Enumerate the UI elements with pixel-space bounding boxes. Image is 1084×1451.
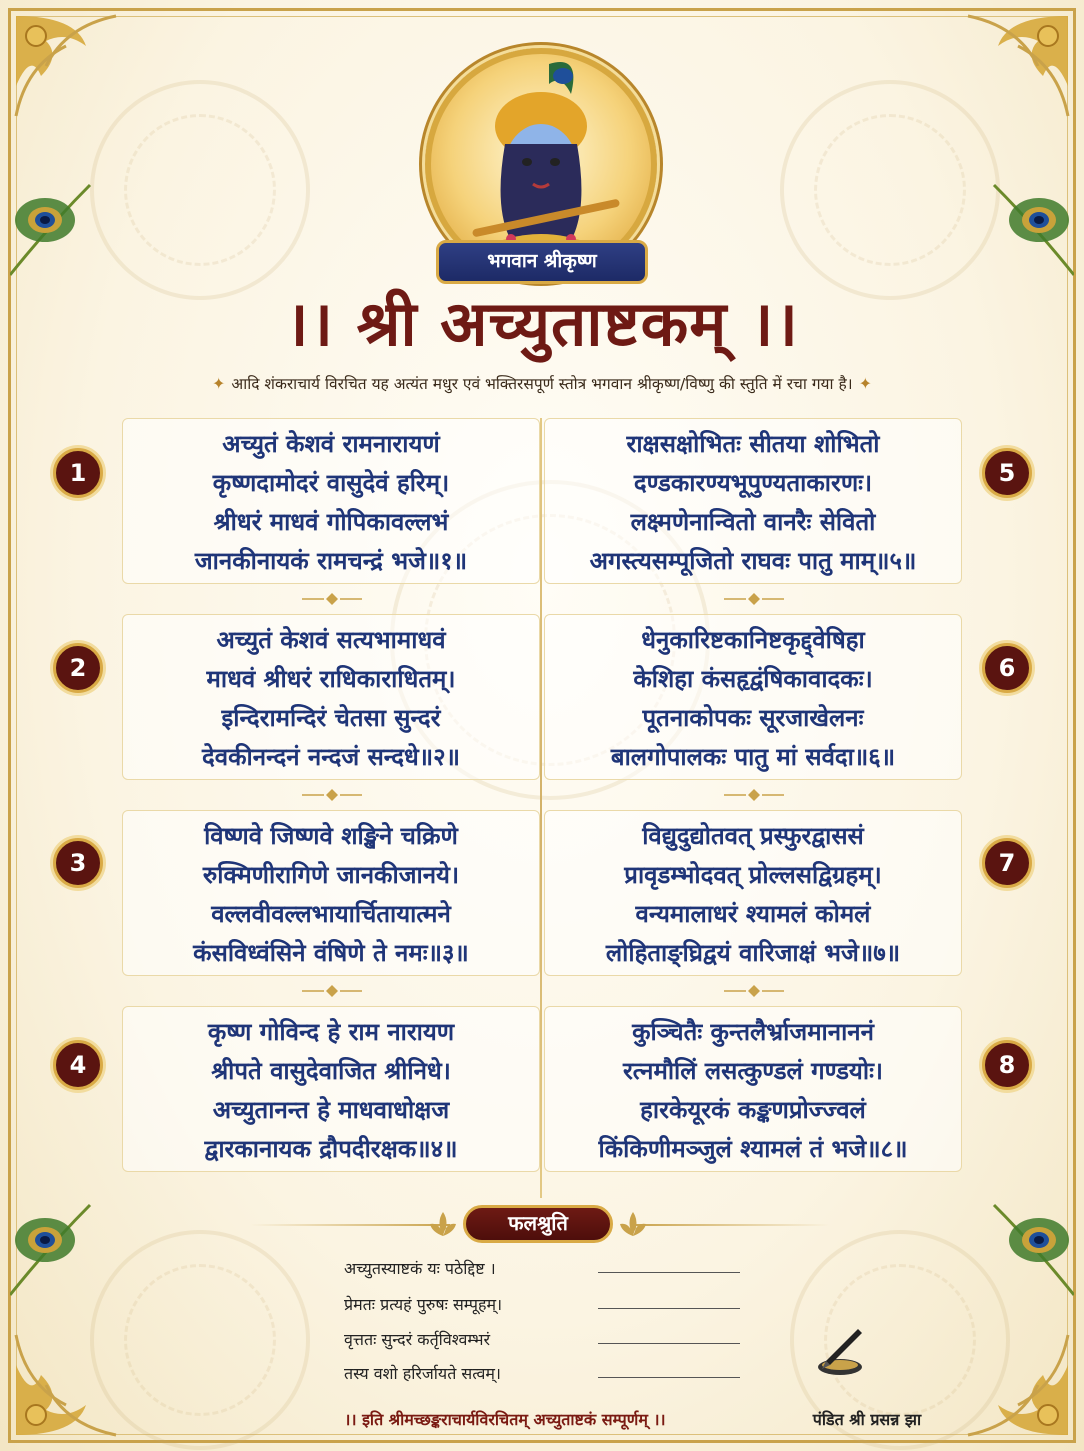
verse-line: केशिहा कंसहृद्वंषिकावादकः।	[633, 665, 873, 693]
verse-line: वन्यमालाधरं श्यामलं कोमलं	[635, 900, 871, 928]
verse-line: विद्युदुद्योतवत् प्रस्फुरद्वाससं	[642, 822, 864, 850]
peacock-feather-icon	[984, 165, 1074, 285]
verse-line: रुक्मिणीरागिणे जानकीजानये।	[202, 861, 460, 889]
peacock-feather-icon	[10, 1185, 100, 1305]
phalashruti-badge: फलश्रुति	[463, 1205, 613, 1243]
verse-line: इन्दिरामन्दिरं चेतसा सुन्दरं	[221, 704, 441, 732]
star-ornament-icon: ✦	[211, 374, 226, 393]
page-title: ।। श्री अच्युताष्टकम् ।।	[285, 287, 799, 360]
blank-line	[598, 1377, 740, 1378]
verse-card	[544, 810, 962, 976]
phalashruti-line: प्रेमतः प्रत्यहं पुरुषः सम्पूहम्।	[344, 1295, 503, 1314]
deity-badge: भगवान श्रीकृष्ण	[436, 240, 648, 284]
verse-line: श्रीपते वासुदेवाजित श्रीनिधे।	[211, 1057, 451, 1085]
verse-line: राक्षसक्षोभितः सीतया शोभितो	[626, 430, 880, 458]
verse-line: देवकीनन्दनं नन्दजं सन्दधे॥२॥	[202, 743, 460, 771]
verse-line: वल्लवीवल्लभायार्चितायात्मने	[211, 900, 451, 928]
lotus-ornament-icon	[618, 1210, 648, 1238]
verse-line: रत्नमौलिं लसत्कुण्डलं गण्डयोः।	[622, 1057, 884, 1085]
verse-number-badge: 5	[982, 448, 1032, 498]
star-ornament-icon: ✦	[858, 374, 872, 393]
center-divider	[540, 418, 542, 1198]
corner-ornament-icon	[6, 1315, 136, 1445]
corner-ornament-icon	[948, 1315, 1078, 1445]
subtitle	[110, 372, 974, 394]
verse-line: अच्युतानन्त हे माधवाधोक्षज	[212, 1096, 450, 1124]
corner-ornament-icon	[948, 6, 1078, 136]
verse-line: कृष्ण गोविन्द हे राम नारायण	[207, 1018, 455, 1046]
verse-line: दण्डकारण्यभूपुण्यताकारणः।	[633, 469, 873, 497]
verse-line: अगस्त्यसम्पूजितो राघवः पातु माम्॥५॥	[589, 547, 917, 575]
verse-number-badge: 2	[53, 643, 103, 693]
verse-card	[122, 614, 540, 780]
verse-card	[544, 418, 962, 584]
verse-line: धेनुकारिष्टकानिष्टकृद्द्वेषिहा	[641, 626, 865, 654]
verse-line: विष्णवे जिष्णवे शङ्खिने चक्रिणे	[204, 822, 458, 850]
blank-line	[598, 1343, 740, 1344]
verse-card	[122, 810, 540, 976]
closing-line: ।। इति श्रीमच्छङ्कराचार्यविरचितम् अच्युताष्टकं सम्पूर्णम् ।।	[344, 1410, 666, 1429]
phalashruti-line: वृत्ततः सुन्दरं कर्तृविश्वम्भरं	[344, 1330, 491, 1349]
verse-line: बालगोपालकः पातु मां सर्वदा॥६॥	[610, 743, 896, 771]
verse-card	[122, 1006, 540, 1172]
verse-line: कंसविध्वंसिने वंषिणे ते नमः॥३॥	[193, 939, 469, 967]
verse-line: जानकीनायकं रामचन्द्रं भजे॥१॥	[194, 547, 468, 575]
verse-number-badge: 8	[982, 1040, 1032, 1090]
divider-ornament-icon	[724, 788, 784, 802]
divider-ornament-icon	[302, 592, 362, 606]
phalashruti-line: अच्युतस्याष्टकं यः पठेद्दिष्ट ।	[344, 1259, 496, 1278]
verse-number-badge: 1	[53, 448, 103, 498]
verse-card	[544, 614, 962, 780]
phalashruti-line-right	[630, 1224, 830, 1226]
peacock-feather-icon	[10, 165, 100, 285]
verse-line: माधवं श्रीधरं राधिकाराधितम्।	[206, 665, 456, 693]
divider-ornament-icon	[302, 788, 362, 802]
divider-ornament-icon	[302, 984, 362, 998]
verse-line: अच्युतं केशवं सत्यभामाधवं	[216, 626, 446, 654]
verse-number-badge: 4	[53, 1040, 103, 1090]
verse-number-badge: 7	[982, 838, 1032, 888]
verse-line: श्रीधरं माधवं गोपिकावल्लभं	[213, 508, 449, 536]
verse-line: अच्युतं केशवं रामनारायणं	[222, 430, 440, 458]
corner-ornament-icon	[6, 6, 136, 136]
verse-line: द्वारकानायक द्रौपदीरक्षक॥४॥	[204, 1135, 458, 1163]
phalashruti-line: तस्य वशो हरिर्जायते सत्वम्।	[344, 1364, 501, 1383]
verse-line: कृष्णदामोदरं वासुदेवं हरिम्।	[212, 469, 450, 497]
peacock-feather-icon	[984, 1185, 1074, 1305]
lotus-ornament-icon	[428, 1210, 458, 1238]
blank-line	[598, 1308, 740, 1309]
verse-line: प्रावृडम्भोदवत् प्रोल्लसद्विग्रहम्।	[624, 861, 882, 889]
verse-line: लक्ष्मणेनान्वितो वानरैः सेवितो	[630, 508, 876, 536]
verse-line: लोहिताङ्घ्रिद्वयं वारिजाक्षं भजे॥७॥	[605, 939, 901, 967]
divider-ornament-icon	[724, 984, 784, 998]
verse-number-badge: 6	[982, 643, 1032, 693]
verse-line: हारकेयूरकं कङ्कणप्रोज्ज्वलं	[640, 1096, 866, 1124]
blank-line	[598, 1272, 740, 1273]
pen-inkpot-icon	[812, 1325, 872, 1381]
phalashruti-line-left	[250, 1224, 450, 1226]
verse-number-badge: 3	[53, 838, 103, 888]
divider-ornament-icon	[724, 592, 784, 606]
verse-card	[544, 1006, 962, 1172]
verse-card	[122, 418, 540, 584]
subtitle-text: आदि शंकराचार्य विरचित यह अत्यंत मधुर एवं भक्तिरसपूर्ण स्तोत्र भगवान श्रीकृष्ण/विष्णु की स्तुति में रचा गया है।	[231, 375, 853, 393]
verse-line: किंकिणीमञ्जुलं श्यामलं तं भजे॥८॥	[598, 1135, 908, 1163]
verse-line: कुञ्चितैः कुन्तलैर्भ्राजमानाननं	[632, 1018, 874, 1046]
verse-line: पूतनाकोपकः सूरजाखेलनः	[642, 704, 864, 732]
author-signature: पंडित श्री प्रसन्न झा	[812, 1410, 922, 1429]
